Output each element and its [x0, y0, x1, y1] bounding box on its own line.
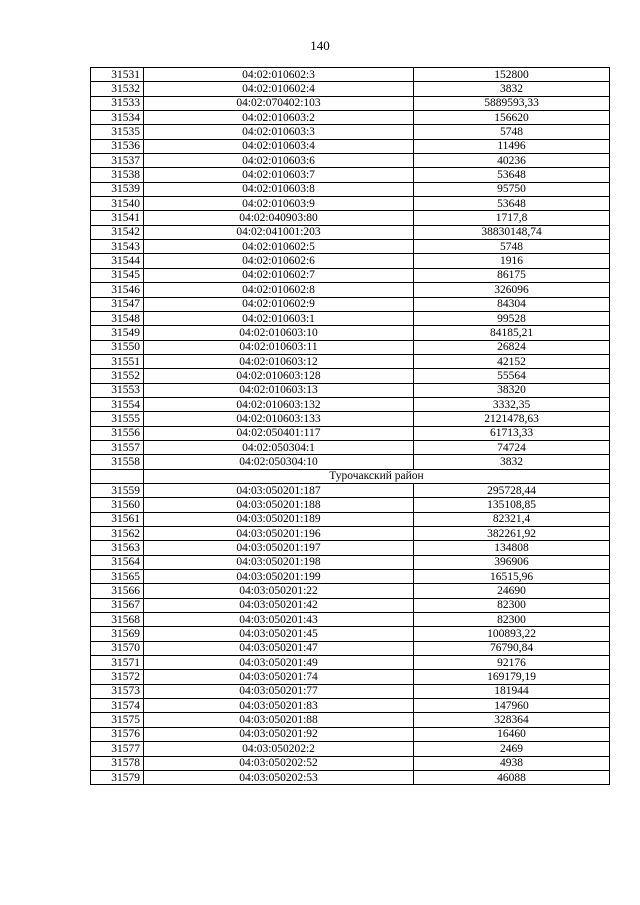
cadastral-number: 04:03:050201:22 [144, 584, 414, 598]
table-row [91, 684, 610, 698]
table-row [91, 311, 610, 325]
row-number: 31531 [91, 68, 144, 82]
table-row [91, 326, 610, 340]
cadastral-value: 40236 [414, 154, 610, 168]
row-number: 31557 [91, 440, 144, 454]
row-number: 31538 [91, 168, 144, 182]
cadastral-number: 04:02:010602:3 [144, 68, 414, 82]
cadastral-number: 04:02:010603:2 [144, 111, 414, 125]
cadastral-number: 04:03:050201:42 [144, 598, 414, 612]
cadastral-value: 326096 [414, 283, 610, 297]
row-number: 31558 [91, 455, 144, 469]
table-row [91, 82, 610, 96]
row-number: 31540 [91, 197, 144, 211]
table-row [91, 598, 610, 612]
table-row [91, 699, 610, 713]
table-row [91, 154, 610, 168]
cadastral-value: 74724 [414, 440, 610, 454]
row-number: 31548 [91, 311, 144, 325]
cadastral-number: 04:02:010603:1 [144, 311, 414, 325]
cadastral-value: 4938 [414, 756, 610, 770]
row-number: 31572 [91, 670, 144, 684]
cadastral-value: 1916 [414, 254, 610, 268]
cadastral-number: 04:03:050201:47 [144, 641, 414, 655]
cadastral-value: 295728,44 [414, 483, 610, 497]
cadastral-value: 42152 [414, 354, 610, 368]
cadastral-value: 61713,33 [414, 426, 610, 440]
table-row [91, 541, 610, 555]
cadastral-value: 24690 [414, 584, 610, 598]
row-number: 31574 [91, 699, 144, 713]
table-row [91, 512, 610, 526]
cadastral-value: 16515,96 [414, 570, 610, 584]
cadastral-number: 04:02:070402:103 [144, 96, 414, 110]
table-row [91, 584, 610, 598]
cadastral-number: 04:02:010602:5 [144, 240, 414, 254]
cadastral-number: 04:03:050202:52 [144, 756, 414, 770]
cadastral-value: 328364 [414, 713, 610, 727]
row-number: 31546 [91, 283, 144, 297]
cadastral-value: 82321,4 [414, 512, 610, 526]
cadastral-value: 84185,21 [414, 326, 610, 340]
cadastral-value: 396906 [414, 555, 610, 569]
table-row [91, 383, 610, 397]
table-row [91, 656, 610, 670]
row-number: 31563 [91, 541, 144, 555]
row-number: 31567 [91, 598, 144, 612]
row-number: 31547 [91, 297, 144, 311]
cadastral-number: 04:02:010603:7 [144, 168, 414, 182]
row-number: 31537 [91, 154, 144, 168]
cadastral-value: 5889593,33 [414, 96, 610, 110]
row-number: 31535 [91, 125, 144, 139]
table-row [91, 225, 610, 239]
cadastral-number: 04:02:010603:133 [144, 412, 414, 426]
cadastral-number: 04:02:010602:4 [144, 82, 414, 96]
cadastral-value: 53648 [414, 168, 610, 182]
table-row [91, 340, 610, 354]
row-number: 31579 [91, 770, 144, 784]
cadastral-value: 3332,35 [414, 397, 610, 411]
row-number: 31543 [91, 240, 144, 254]
row-number: 31571 [91, 656, 144, 670]
cadastral-number: 04:02:010603:10 [144, 326, 414, 340]
cadastral-number: 04:02:050304:10 [144, 455, 414, 469]
row-number: 31576 [91, 727, 144, 741]
cadastral-number: 04:03:050201:198 [144, 555, 414, 569]
row-number: 31568 [91, 613, 144, 627]
table-body-bottom [91, 483, 610, 784]
row-number: 31532 [91, 82, 144, 96]
cadastral-value: 1717,8 [414, 211, 610, 225]
cadastral-value: 53648 [414, 197, 610, 211]
cadastral-value-table [90, 67, 610, 785]
cadastral-number: 04:02:010603:4 [144, 139, 414, 153]
table-row [91, 139, 610, 153]
row-number: 31534 [91, 111, 144, 125]
row-number: 31570 [91, 641, 144, 655]
cadastral-number: 04:03:050202:53 [144, 770, 414, 784]
page-number: 140 [310, 38, 330, 53]
cadastral-number: 04:02:010603:9 [144, 197, 414, 211]
table-row [91, 283, 610, 297]
cadastral-value: 82300 [414, 613, 610, 627]
cadastral-value: 152800 [414, 68, 610, 82]
cadastral-number: 04:03:050201:199 [144, 570, 414, 584]
table-row [91, 527, 610, 541]
table-body-top [91, 68, 610, 470]
table-row [91, 670, 610, 684]
cadastral-value: 86175 [414, 268, 610, 282]
table-row [91, 440, 610, 454]
cadastral-number: 04:03:050201:83 [144, 699, 414, 713]
row-number: 31559 [91, 483, 144, 497]
row-number: 31562 [91, 527, 144, 541]
cadastral-number: 04:03:050201:197 [144, 541, 414, 555]
cadastral-number: 04:02:010603:6 [144, 154, 414, 168]
table-row [91, 354, 610, 368]
table-row [91, 268, 610, 282]
cadastral-number: 04:02:010602:7 [144, 268, 414, 282]
cadastral-number: 04:03:050201:92 [144, 727, 414, 741]
cadastral-value: 382261,92 [414, 527, 610, 541]
cadastral-value: 38830148,74 [414, 225, 610, 239]
cadastral-value: 5748 [414, 240, 610, 254]
cadastral-value: 134808 [414, 541, 610, 555]
row-number: 31556 [91, 426, 144, 440]
row-number: 31578 [91, 756, 144, 770]
row-number: 31552 [91, 369, 144, 383]
row-number: 31541 [91, 211, 144, 225]
cadastral-value: 169179,19 [414, 670, 610, 684]
cadastral-value: 3832 [414, 455, 610, 469]
table-row [91, 627, 610, 641]
row-number: 31565 [91, 570, 144, 584]
row-number: 31564 [91, 555, 144, 569]
table-row [91, 412, 610, 426]
cadastral-number: 04:02:050304:1 [144, 440, 414, 454]
row-number: 31549 [91, 326, 144, 340]
row-number: 31544 [91, 254, 144, 268]
cadastral-number: 04:03:050201:43 [144, 613, 414, 627]
cadastral-value: 100893,22 [414, 627, 610, 641]
row-number: 31536 [91, 139, 144, 153]
row-number: 31566 [91, 584, 144, 598]
cadastral-number: 04:03:050201:188 [144, 498, 414, 512]
row-number: 31539 [91, 182, 144, 196]
cadastral-number: 04:03:050201:189 [144, 512, 414, 526]
table-row [91, 713, 610, 727]
table-row [91, 297, 610, 311]
row-number: 31542 [91, 225, 144, 239]
section-header [91, 469, 610, 483]
cadastral-value: 3832 [414, 82, 610, 96]
row-number: 31560 [91, 498, 144, 512]
cadastral-number: 04:02:010603:132 [144, 397, 414, 411]
table-row [91, 756, 610, 770]
cadastral-value: 84304 [414, 297, 610, 311]
table-row [91, 455, 610, 469]
table-row [91, 641, 610, 655]
row-number: 31550 [91, 340, 144, 354]
table-row [91, 426, 610, 440]
cadastral-value: 2121478,63 [414, 412, 610, 426]
row-number: 31555 [91, 412, 144, 426]
row-number: 31545 [91, 268, 144, 282]
cadastral-value: 38320 [414, 383, 610, 397]
cadastral-value: 46088 [414, 770, 610, 784]
cadastral-number: 04:02:040903:80 [144, 211, 414, 225]
row-number: 31551 [91, 354, 144, 368]
cadastral-number: 04:02:010603:128 [144, 369, 414, 383]
cadastral-value: 16460 [414, 727, 610, 741]
table-row [91, 483, 610, 497]
table-row [91, 570, 610, 584]
cadastral-number: 04:03:050201:88 [144, 713, 414, 727]
cadastral-value: 135108,85 [414, 498, 610, 512]
table-row [91, 742, 610, 756]
table-row [91, 727, 610, 741]
cadastral-value: 11496 [414, 139, 610, 153]
cadastral-number: 04:03:050201:45 [144, 627, 414, 641]
table-row [91, 68, 610, 82]
cadastral-number: 04:03:050201:187 [144, 483, 414, 497]
section-row [91, 469, 610, 483]
cadastral-number: 04:03:050201:196 [144, 527, 414, 541]
cadastral-number: 04:02:010603:3 [144, 125, 414, 139]
table-row [91, 111, 610, 125]
table-row [91, 211, 610, 225]
table-row [91, 96, 610, 110]
row-number: 31553 [91, 383, 144, 397]
cadastral-value: 92176 [414, 656, 610, 670]
cadastral-value: 26824 [414, 340, 610, 354]
section-row-number-cell [91, 469, 144, 483]
cadastral-value: 99528 [414, 311, 610, 325]
row-number: 31575 [91, 713, 144, 727]
row-number: 31561 [91, 512, 144, 526]
cadastral-value: 181944 [414, 684, 610, 698]
cadastral-number: 04:02:010603:8 [144, 182, 414, 196]
cadastral-number: 04:02:041001:203 [144, 225, 414, 239]
table-row [91, 125, 610, 139]
cadastral-number: 04:03:050201:74 [144, 670, 414, 684]
row-number: 31573 [91, 684, 144, 698]
cadastral-number: 04:02:010602:6 [144, 254, 414, 268]
cadastral-number: 04:02:010602:8 [144, 283, 414, 297]
table-row [91, 613, 610, 627]
cadastral-number: 04:02:050401:117 [144, 426, 414, 440]
cadastral-value: 5748 [414, 125, 610, 139]
table-row [91, 555, 610, 569]
table-row [91, 168, 610, 182]
cadastral-value: 156620 [414, 111, 610, 125]
cadastral-number: 04:02:010603:12 [144, 354, 414, 368]
row-number: 31554 [91, 397, 144, 411]
table-row [91, 254, 610, 268]
table-row [91, 397, 610, 411]
cadastral-value: 2469 [414, 742, 610, 756]
cadastral-number: 04:02:010603:11 [144, 340, 414, 354]
row-number: 31569 [91, 627, 144, 641]
table-row [91, 182, 610, 196]
cadastral-number: 04:02:010603:13 [144, 383, 414, 397]
table-row [91, 240, 610, 254]
row-number: 31533 [91, 96, 144, 110]
table-row [91, 770, 610, 784]
table-row [91, 369, 610, 383]
cadastral-number: 04:02:010602:9 [144, 297, 414, 311]
cadastral-number: 04:03:050201:49 [144, 656, 414, 670]
cadastral-number: 04:03:050202:2 [144, 742, 414, 756]
cadastral-value: 55564 [414, 369, 610, 383]
cadastral-value: 95750 [414, 182, 610, 196]
table-row [91, 498, 610, 512]
cadastral-value: 82300 [414, 598, 610, 612]
cadastral-number: 04:03:050201:77 [144, 684, 414, 698]
cadastral-value: 76790,84 [414, 641, 610, 655]
cadastral-value: 147960 [414, 699, 610, 713]
section-title: Турочакский район [144, 469, 610, 483]
row-number: 31577 [91, 742, 144, 756]
table-row [91, 197, 610, 211]
